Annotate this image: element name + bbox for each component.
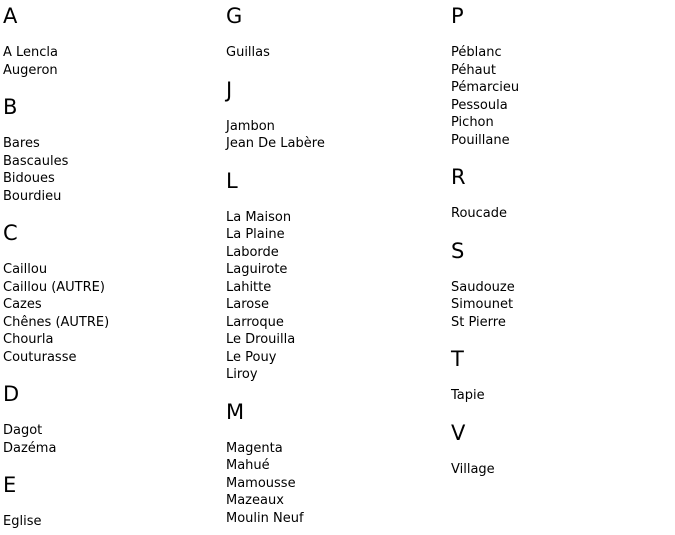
section-p [451,4,675,149]
letter-heading-a: A [3,4,18,28]
section-g-items [226,44,451,62]
index-item[interactable]: Village [451,461,495,477]
section-r-items [451,205,675,223]
index-item[interactable]: Pémarcieu [451,80,520,95]
section-b-items [3,135,226,205]
section-s [451,239,675,332]
index-item[interactable]: Larroque [226,314,284,330]
index-item[interactable]: Bares [3,136,40,151]
letter-heading-b: B [3,95,18,119]
index-item[interactable]: Caillou [3,262,48,277]
section-a [3,4,226,79]
index-item[interactable]: Mamousse [226,475,296,491]
letter-heading-d: D [3,382,20,406]
index-item[interactable]: Pichon [451,115,494,130]
index-item[interactable]: Le Drouilla [226,332,296,347]
index-item[interactable]: Caillou (AUTRE) [3,279,105,295]
section-l [226,169,451,384]
index-item[interactable]: Magenta [226,440,283,456]
index-column-1 [0,4,226,531]
section-v [451,421,675,479]
index-item[interactable]: Eglise [3,514,42,529]
section-t-items [451,387,675,405]
section-e [3,473,226,531]
letter-heading-v: V [451,420,466,445]
letter-heading-r: R [451,165,466,189]
index-item[interactable]: Liroy [226,367,258,382]
index-item[interactable]: La Maison [226,209,292,225]
section-c [3,221,226,366]
section-d-items [3,422,226,457]
section-g [226,4,451,62]
index-item[interactable]: Mahué [226,458,270,473]
index-item[interactable]: Péblanc [451,45,502,60]
section-e-items [3,513,226,531]
index-item[interactable]: St Pierre [451,314,506,330]
index-column-2 [226,4,451,531]
section-d [3,382,226,457]
letter-heading-m: M [226,399,245,424]
index-item[interactable]: Le Pouy [226,349,277,365]
letter-heading-g: G [226,4,243,28]
index-item[interactable]: Bourdieu [3,188,62,204]
index-item[interactable]: Jean De Labère [226,136,325,151]
index-item[interactable]: Bidoues [3,171,55,186]
section-a-items [3,44,226,79]
index-item[interactable]: Mazeaux [226,493,284,508]
index-item[interactable]: Simounet [451,297,514,312]
index-item[interactable]: Pessoula [451,97,508,113]
index-item[interactable]: Chourla [3,332,54,347]
letter-heading-j: J [226,77,233,102]
letter-heading-t: T [451,347,464,371]
index-item[interactable]: Cazes [3,297,42,312]
index-item[interactable]: Couturasse [3,349,77,365]
index-item[interactable]: Moulin Neuf [226,510,304,526]
section-b [3,95,226,205]
letter-heading-e: E [3,473,17,497]
index-item[interactable]: Guillas [226,45,270,60]
letter-heading-s: S [451,238,465,263]
index-item[interactable]: Augeron [3,62,58,78]
index-item[interactable]: Chênes (AUTRE) [3,314,110,330]
section-j-items [226,118,451,153]
index-item[interactable]: Dagot [3,423,43,438]
section-l-items [226,209,451,384]
section-t [451,347,675,405]
index-item[interactable]: Laborde [226,244,279,260]
letter-heading-l: L [226,168,238,193]
section-c-items [3,261,226,366]
index-item[interactable]: A Lencla [3,45,59,60]
section-s-items [451,279,675,332]
index-item[interactable]: Jambon [226,118,275,134]
section-p-items [451,44,675,149]
index-item[interactable]: Larose [226,297,269,312]
section-m [226,400,451,528]
section-r [451,165,675,223]
index-item[interactable]: Pouillane [451,132,510,148]
index-item[interactable]: La Plaine [226,227,285,242]
index-item[interactable]: Péhaut [451,62,496,78]
index-item[interactable]: Bascaules [3,153,69,169]
index-column-3 [451,4,675,531]
index-item[interactable]: Saudouze [451,279,515,295]
index-item[interactable]: Tapie [451,388,485,403]
index-item[interactable]: Lahitte [226,279,272,295]
index-item[interactable]: Dazéma [3,440,57,456]
index-item[interactable]: Roucade [451,206,508,221]
section-j [226,78,451,153]
letter-heading-c: C [3,221,18,245]
index-item[interactable]: Laguirote [226,262,288,277]
section-v-items [451,461,675,479]
section-m-items [226,440,451,528]
letter-heading-p: P [451,4,464,28]
